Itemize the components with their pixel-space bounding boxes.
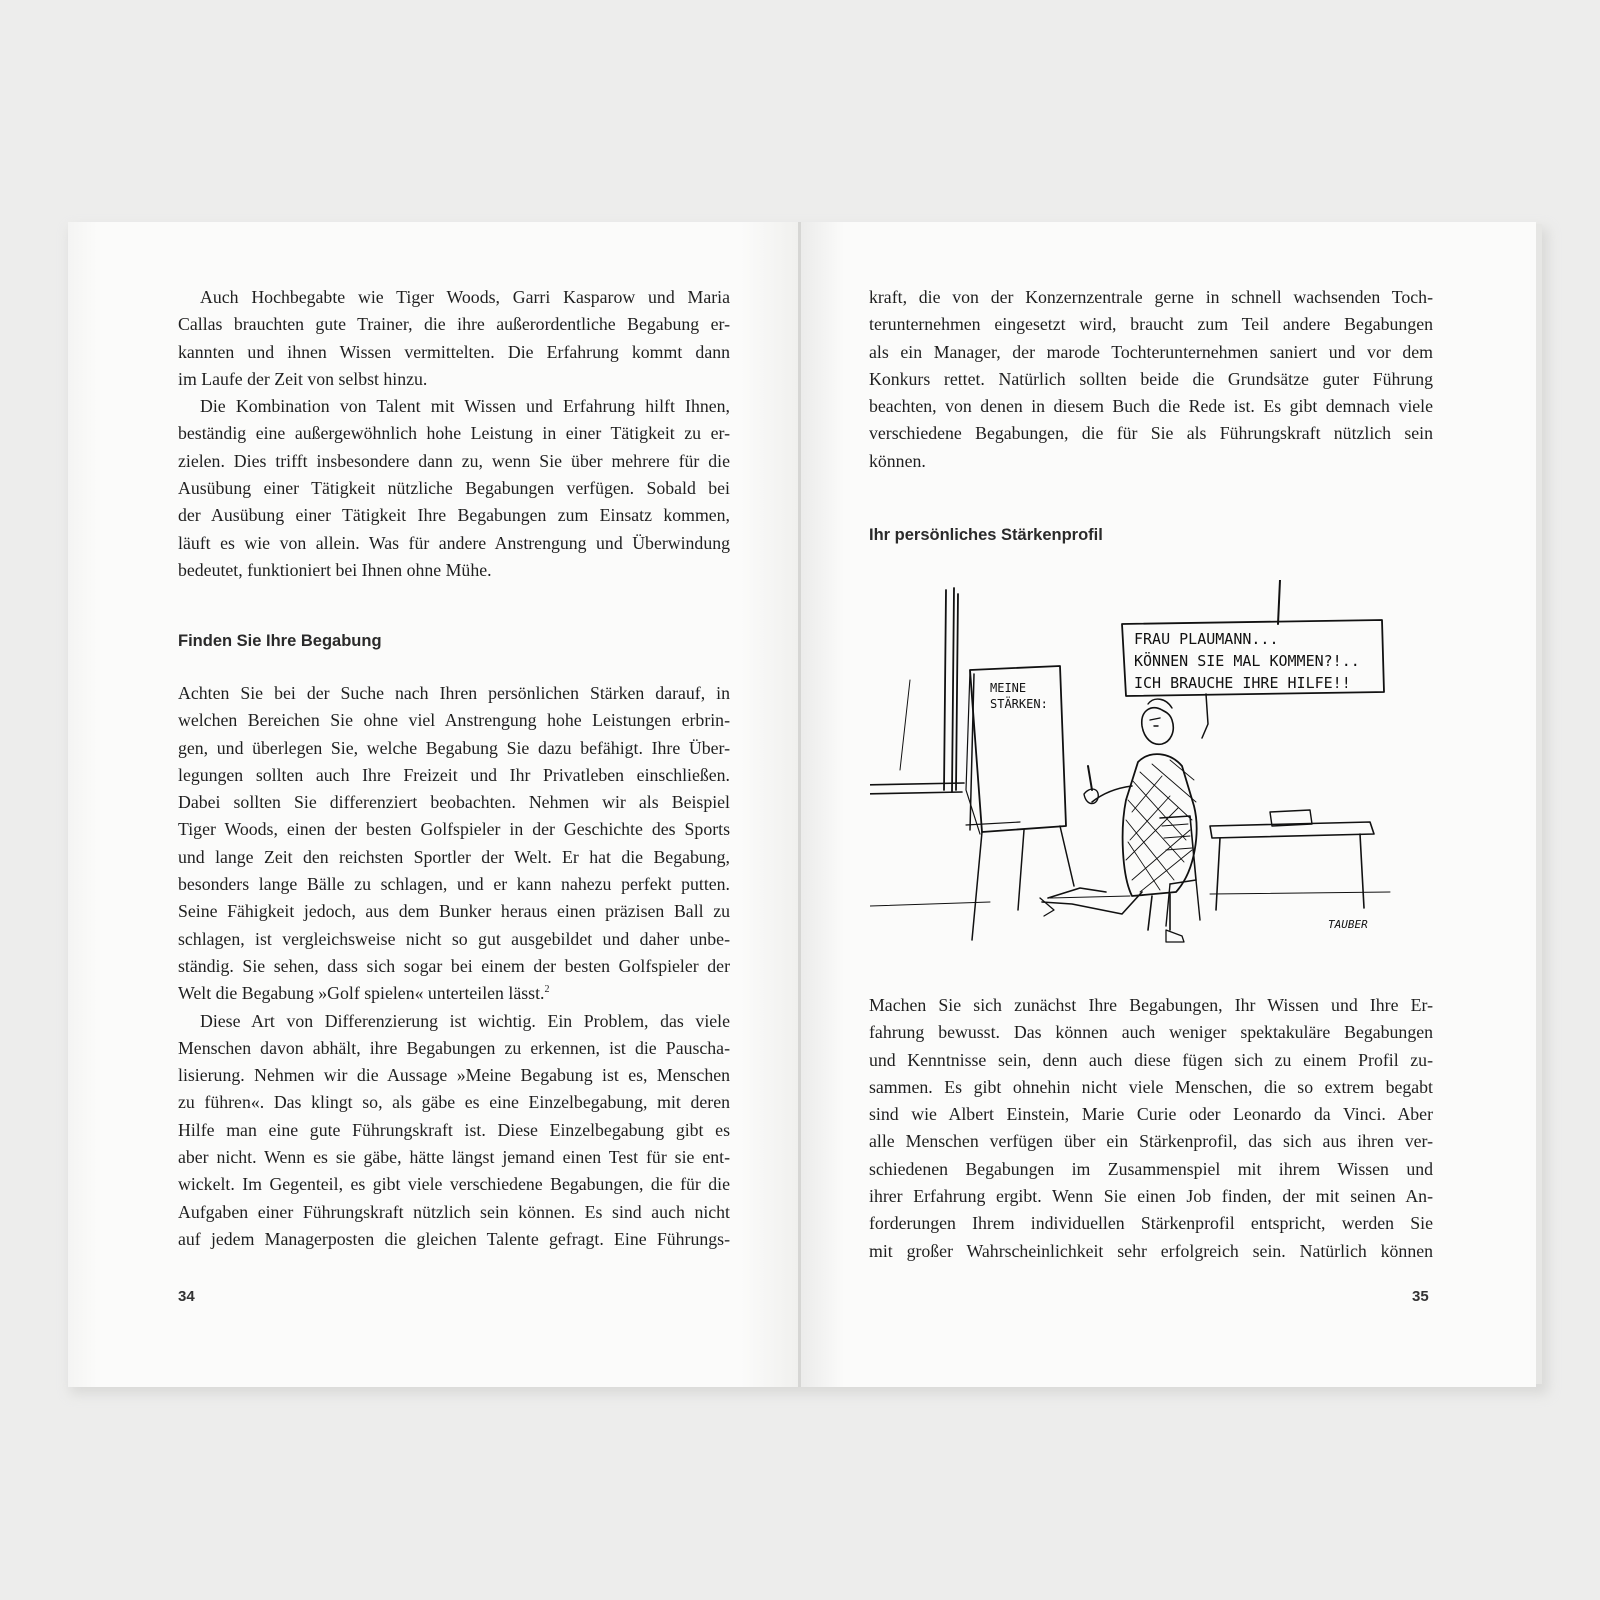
text-line: und lange Zeit den reichsten Sportler der Welt. Er hat die Begabung, [178,846,730,867]
text-line: auf jedem Managerposten die gleichen Talente gefragt. Eine Führungs- [178,1228,730,1249]
text-line: alle Menschen verfügen über ein Stärkenprofil, das sich aus ihren ver- [869,1131,1433,1152]
text-line: wickelt. Im Gegenteil, es gibt viele verschiedene Begabungen, die für die [178,1174,730,1195]
right-body-top [869,284,1433,475]
text-line: schiedenen Begabungen im Zusammenspiel mit ihrem Wissen und [869,1158,1433,1179]
text-line: zu führen«. Das klingt so, als gäbe es eine Einzelbegabung, mit deren [178,1092,730,1113]
text-line: im Laufe der Zeit von selbst hinzu. [178,368,428,389]
section-heading-finden: Finden Sie Ihre Begabung [178,632,382,650]
cartoon-flipchart-line-2: STÄRKEN: [990,697,1048,711]
text-line: schlagen, ist vergleichsweise nicht so gut ausgebildet und daher unbe- [178,928,730,949]
cartoon-speech-line-3: ICH BRAUCHE IHRE HILFE!! [1134,674,1351,692]
cartoon-speech-line-1: FRAU PLAUMANN... [1134,630,1279,648]
text-line: kraft, die von der Konzernzentrale gerne in schnell wachsenden Toch- [869,287,1433,307]
text-line: verschiedene Begabungen, die für Sie als Führungskraft nützlich sein [869,423,1433,444]
text-line: der Ausübung einer Tätigkeit Ihre Begabungen zum Einsatz kommen, [178,505,730,526]
text-line: terunternehmen eingesetzt wird, braucht zum Teil andere Begabungen [869,314,1433,335]
text-line: Achten Sie bei der Suche nach Ihren persönlichen Stärken darauf, in [178,683,730,703]
text-line: gen, und überlegen Sie, welche Begabung Sie dazu befähigt. Ihre Über- [178,737,730,758]
page-number-right: 35 [1412,1288,1429,1305]
left-body-bottom [178,680,730,1253]
page-number-left: 34 [178,1288,195,1305]
text-line: welchen Bereichen Sie ohne viel Anstrengung hohe Leistungen erbrin- [178,710,730,731]
text-line: sammen. Es gibt ohnehin nicht viele Menschen, die so extrem begabt [869,1076,1433,1097]
section-heading-staerkenprofil: Ihr persönliches Stärkenprofil [869,526,1103,544]
text-line: Dabei sollten Sie differenziert beobachten. Nehmen wir als Beispiel [178,792,730,813]
cartoon-illustration [870,580,1430,960]
text-line: beständig eine außergewöhnlich hohe Leistung in einer Tätigkeit zu er- [178,423,730,444]
text-line [178,980,730,1007]
text-line: lisierung. Nehmen wir die Aussage »Meine Begabung ist es, Menschen [178,1065,730,1086]
text-line: ständig. Sie sehen, dass sich sogar bei einem der besten Golfspieler der [178,955,730,976]
text-line: sind wie Albert Einstein, Marie Curie oder Leonardo da Vinci. Aber [869,1104,1433,1125]
text-line: Hilfe man eine gute Führungskraft ist. Diese Einzelbegabung gibt es [178,1119,730,1140]
text-line: Die Kombination von Talent mit Wissen und Erfahrung hilft Ihnen, [200,396,730,417]
cartoon-speech-line-2: KÖNNEN SIE MAL KOMMEN?!.. [1134,652,1360,670]
text-line: Konkurs rettet. Natürlich sollten beide die Grundsätze guter Führung [869,368,1433,389]
text-line: Aufgaben einer Führungskraft nützlich sein können. Es sind auch nicht [178,1201,730,1222]
text-line: legungen sollten auch Ihre Freizeit und Ihr Privatleben einschließen. [178,764,730,785]
text-line: fahrung bewusst. Das können auch weniger spektakuläre Begabungen [869,1022,1433,1043]
text-line: Tiger Woods, einen der besten Golfspieler in der Geschichte des Sports [178,819,730,840]
text-line: läuft es wie von allein. Was für andere Anstrengung und Überwindung [178,532,730,553]
cartoon-signature: TAUBER [1328,918,1368,931]
text-line: mit großer Wahrscheinlichkeit sehr erfolgreich sein. Natürlich können [869,1240,1433,1261]
text-line: als ein Manager, der marode Tochterunternehmen saniert und vor dem [869,341,1433,362]
text-line: und Kenntnisse sein, denn auch diese fügen sich zu einem Profil zu- [869,1049,1433,1070]
right-body-bottom [869,992,1433,1265]
text-line: bedeutet, funktioniert bei Ihnen ohne Mühe. [178,559,492,580]
footnote-mark: 2 [544,984,550,996]
left-body-top [178,284,730,584]
text-line: beachten, von denen in diesem Buch die Rede ist. Es gibt demnach viele [869,396,1433,417]
page-edge [1536,224,1542,1384]
text-line: ihrer Erfahrung ergibt. Wenn Sie einen Job finden, der mit seinen An- [869,1186,1433,1207]
text-line: Callas brauchten gute Trainer, die ihre außerordentliche Begabung er- [178,314,730,335]
text-line: forderungen Ihrem individuellen Stärkenprofil entspricht, werden Sie [869,1213,1433,1234]
cartoon-flipchart-line-1: MEINE [990,681,1027,695]
text-line: Ausübung einer Tätigkeit nützliche Begabungen verfügen. Sobald bei [178,478,730,499]
text-line: aber nicht. Wenn es sie gäbe, hätte längst jemand einen Test für sie ent- [178,1147,730,1168]
text-line: zielen. Dies trifft insbesondere dann zu, wenn Sie über mehrere für die [178,450,730,471]
text-line: Diese Art von Differenzierung ist wichtig. Ein Problem, das viele [200,1010,730,1031]
text-line: können. [869,450,926,471]
text-line: Menschen davon abhält, ihre Begabungen zu erkennen, ist die Pauscha- [178,1037,730,1058]
text-line: kannten und ihnen Wissen vermittelten. Die Erfahrung kommt dann [178,341,730,362]
text-line: Seine Fähigkeit jedoch, aus dem Bunker heraus einen präzisen Ball zu [178,901,730,922]
text-line: Auch Hochbegabte wie Tiger Woods, Garri Kasparow und Maria [200,287,730,307]
book-gutter [798,222,801,1387]
text-line: besonders lange Bälle zu schlagen, und er kann nahezu perfekt putten. [178,874,730,895]
text-line-content: Welt die Begabung »Golf spielen« unterteilen lässt. [178,983,545,1004]
text-line: Machen Sie sich zunächst Ihre Begabungen, Ihr Wissen und Ihre Er- [869,995,1433,1015]
